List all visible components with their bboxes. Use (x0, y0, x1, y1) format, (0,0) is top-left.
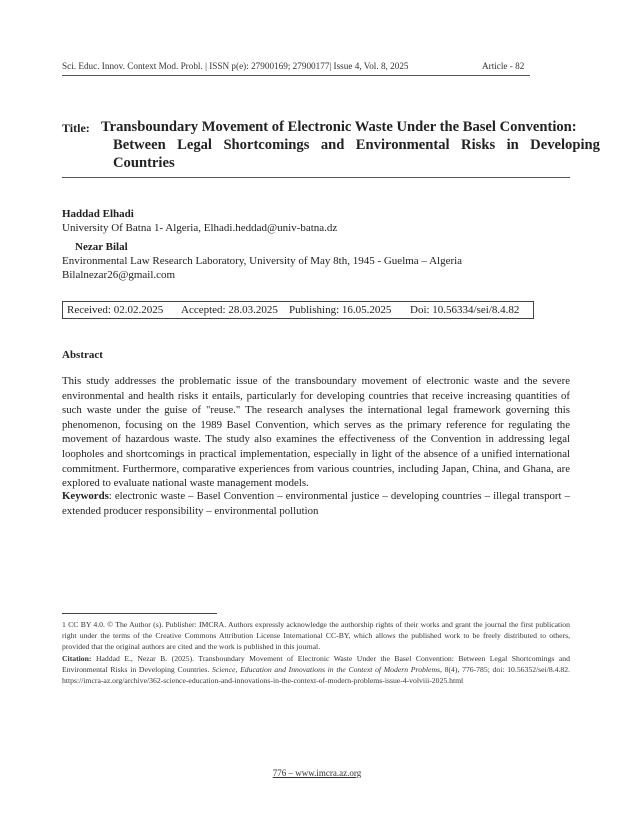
title-line-3: Countries (113, 155, 175, 171)
author-2-email: Bilalnezar26@gmail.com (62, 269, 176, 281)
author-2-affiliation: Environmental Law Research Laboratory, University of May 8th, 1945 - Guelma – Algeria (62, 255, 463, 267)
citation-rest[interactable]: , 8(4), 776-785; doi: 10.56352/sei/8.4.82. https://imcra-az.org/archive/362-science-education-and-innovations-in-the-context-of-modern-problems-issue-4-volviii-2025.html (62, 664, 570, 686)
doi-link[interactable]: Doi: 10.56334/sei/8.4.82 (410, 304, 520, 316)
title-label: Title: (62, 121, 90, 135)
page-number-link[interactable]: 776 – www.imcra.az.org (272, 768, 362, 778)
footnote (62, 619, 570, 686)
abstract-heading: Abstract (62, 349, 103, 361)
journal-info: Sci. Educ. Innov. Context Mod. Probl. | ISSN p(e): 27900169; 27900177| Issue 4, Vol. 8, 2025 (62, 61, 409, 71)
citation-note (62, 653, 570, 687)
citation-main: Haddad E., Nezar B. (2025). Transboundary Movement of Electronic Waste Under the Basel Convention: Between Legal Shortcomings and Environmental Risks in Developing Countries. (62, 653, 570, 674)
keywords-text: : electronic waste – Basel Convention – environmental justice – developing countries – illegal transport – extended producer responsibility – environmental pollution (62, 490, 570, 517)
license-note: 1 CC BY 4.0. © The Author (s). Publisher: IMCRA. Authors expressly acknowledge the authorship rights of their works and grant the journal the first publication right under the terms of the Creative Commons Attribution License International CC-BY, which allows the published work to be freely distributed to others, provided that the original authors are cited and the work is published in this journal. (62, 620, 570, 652)
citation-journal: Science, Education and Innovations in the Context of Modern Problems (212, 664, 440, 674)
keywords (62, 489, 570, 518)
publication-dates-box (62, 301, 534, 319)
accepted-date: Accepted: 28.03.2025 (181, 304, 278, 316)
abstract-text: This study addresses the problematic issue of the transboundary movement of electronic waste and the severe environmental and health risks it entails, particularly for developing countries that receive increasing quantities of such waste under the guise of "reuse." The research analyses the international legal framework governing this phenomenon, focusing on the 1989 Basel Convention, which serves as the primary reference for regulating the movement of hazardous waste. The study also examines the effectiveness of the Convention in addressing legal loopholes and shortcomings in practical implementation, especially in light of the absence of a unified international commitment. Furthermore, comparative experiences from various countries, including Japan, China, and Ghana, are explored to evaluate national waste management models. (62, 375, 570, 490)
publishing-date: Publishing: 16.05.2025 (289, 304, 392, 316)
title-line-2: Between Legal Shortcomings and Environmental Risks in Developing (113, 137, 600, 153)
received-date: Received: 02.02.2025 (67, 304, 164, 316)
author-2-name: Nezar Bilal (75, 241, 128, 253)
page-footer (0, 768, 634, 778)
title-line-1: Transboundary Movement of Electronic Waste Under the Basel Convention: (101, 119, 577, 135)
author-1-affiliation: University Of Batna 1- Algeria, Elhadi.heddad@univ-batna.dz (62, 222, 338, 234)
header-rule (62, 75, 530, 76)
article-number: Article - 82 (482, 61, 525, 71)
title-rule (62, 177, 570, 178)
running-header (62, 61, 530, 71)
citation-label: Citation: (62, 653, 92, 663)
author-1-name: Haddad Elhadi (62, 208, 134, 220)
footnote-rule (62, 613, 217, 614)
keywords-label: Keywords (62, 490, 109, 502)
